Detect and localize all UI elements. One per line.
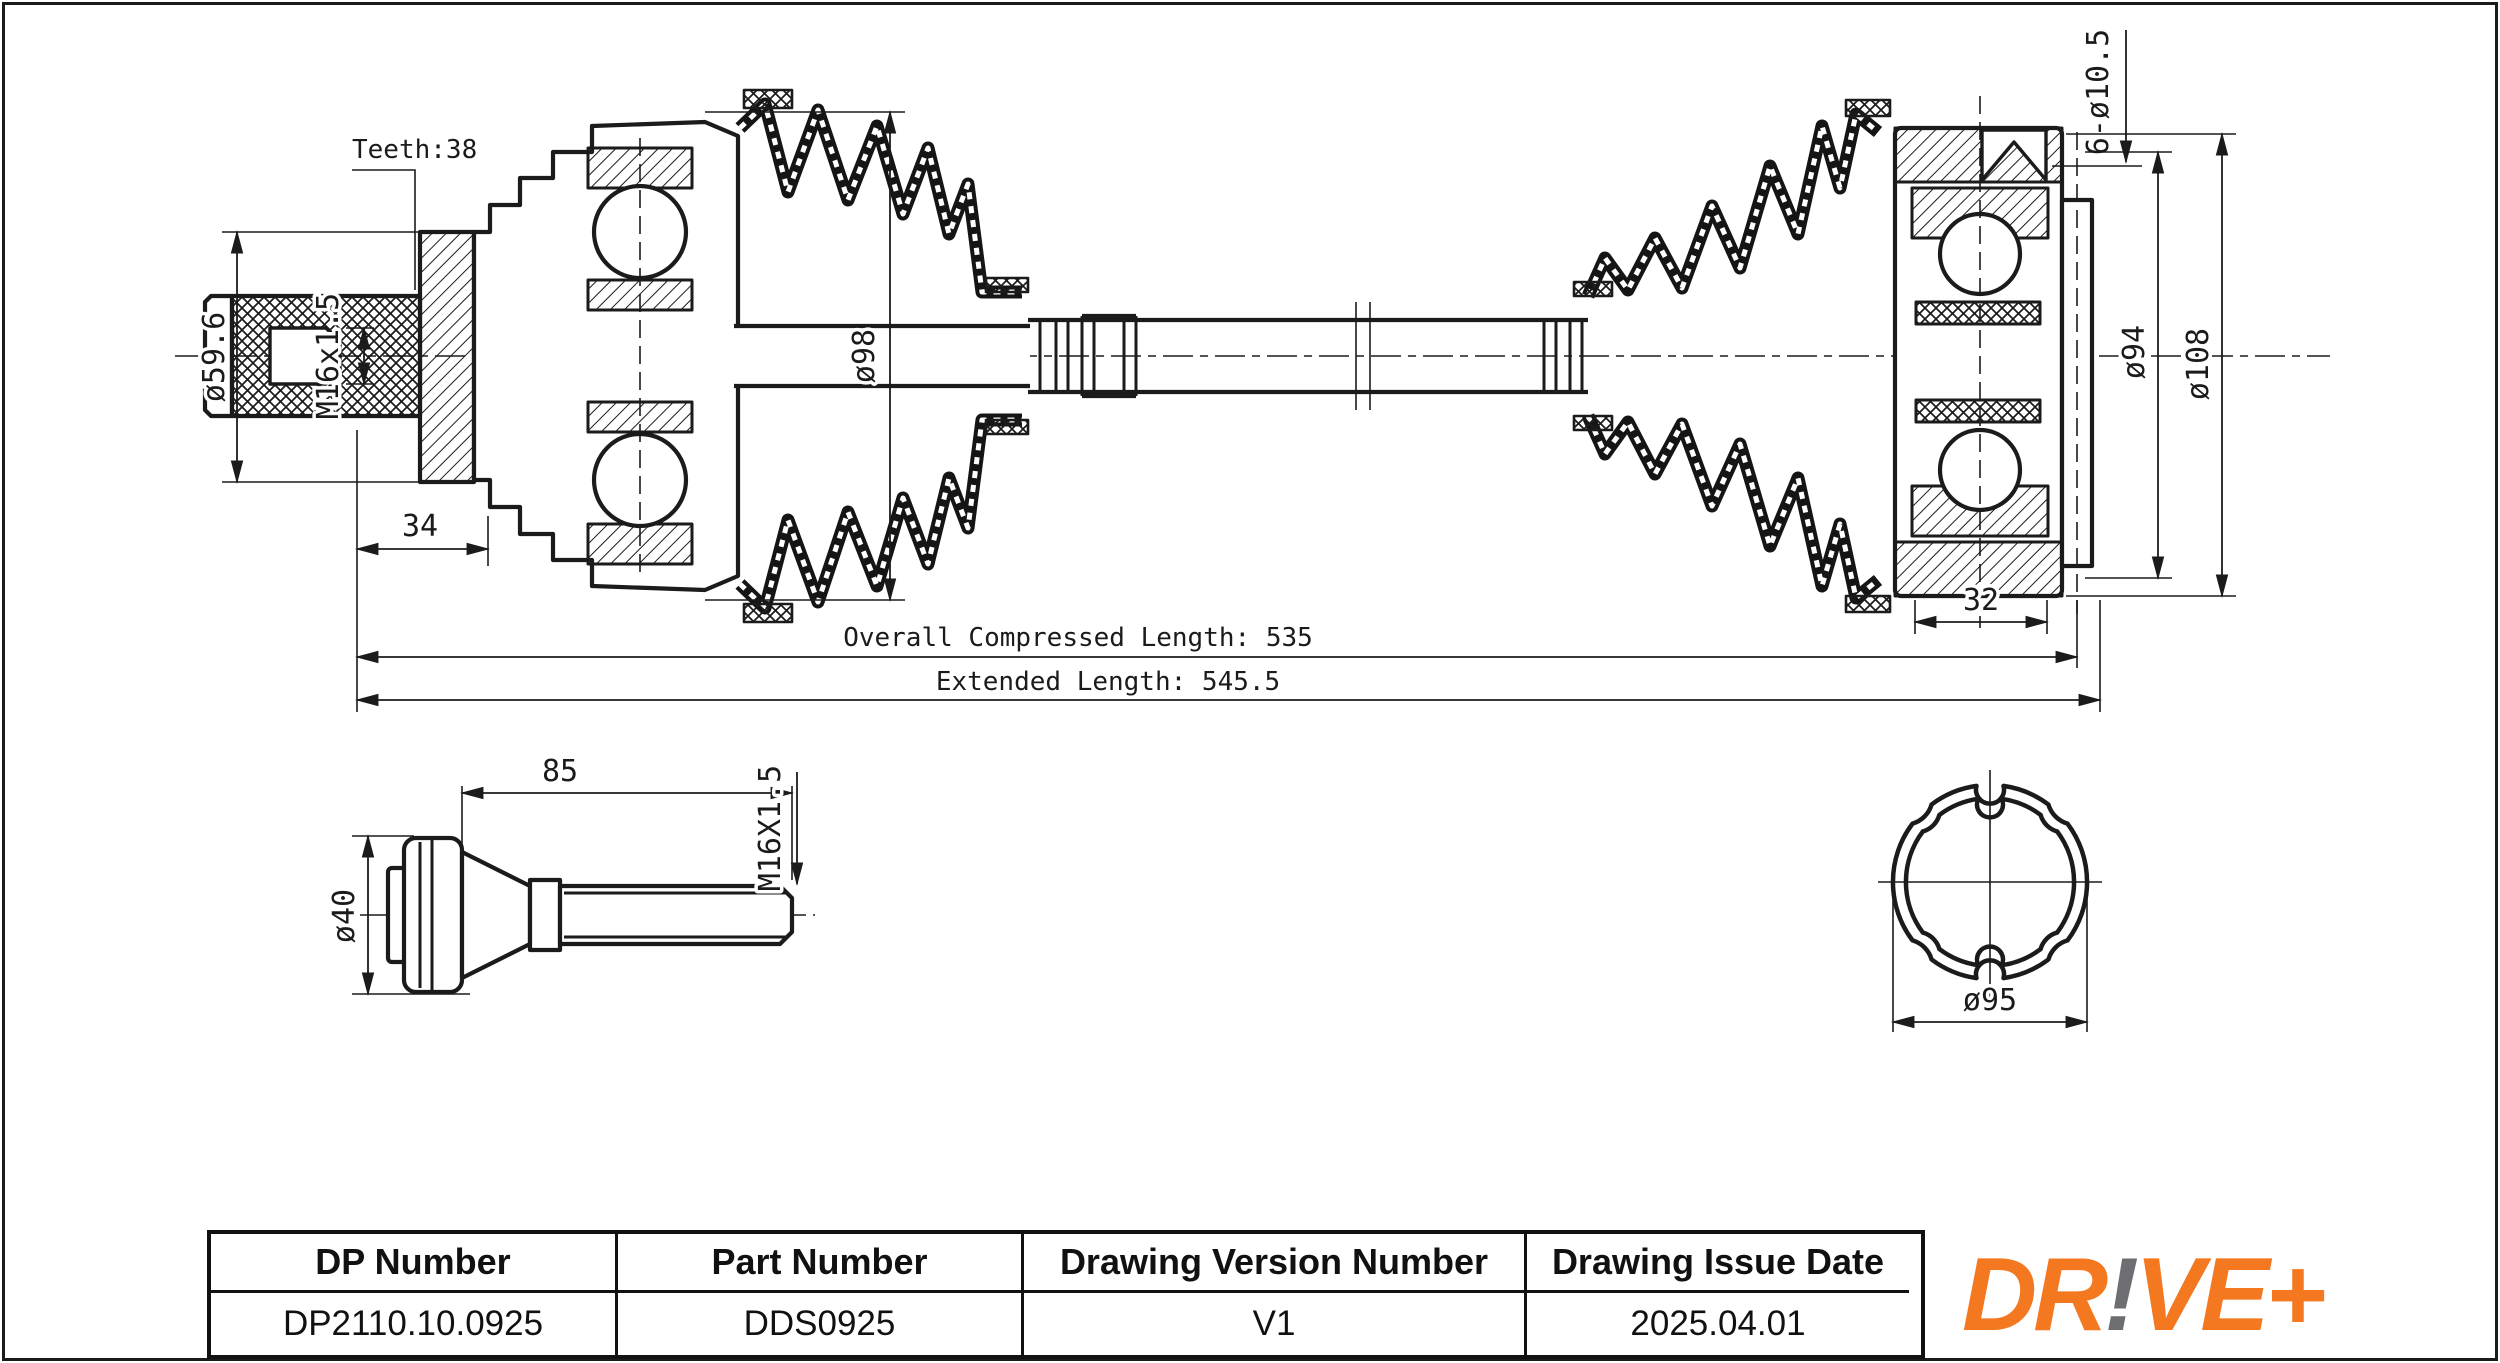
boot-bellows-bottom — [1588, 416, 1878, 598]
value-part-number: DDS0925 — [618, 1290, 1024, 1355]
boot-clamp-large-bottom — [1846, 596, 1890, 612]
boot-clamp-large-top — [744, 90, 792, 108]
dim-bolt-length: 85 — [541, 754, 579, 789]
boot-clamp-large-top — [1846, 100, 1890, 116]
dim-spline-od: ø95 — [1962, 983, 2018, 1018]
dim-compressed-length: Overall Compressed Length: 535 — [843, 623, 1313, 653]
boot-clamp-small-bottom — [1574, 416, 1612, 430]
boot-clamp-small-bottom — [986, 420, 1028, 434]
boot-clamp-large-bottom — [744, 604, 792, 622]
bolt-cone — [462, 852, 530, 978]
dim-flange-bcd: ø94 — [2117, 324, 2152, 380]
dim-stub-od: ø59.6 — [197, 311, 232, 403]
dim-housing-od: ø98 — [847, 328, 882, 384]
logo-text-prefix: DR — [1962, 1237, 2105, 1353]
dim-extended-length: Extended Length: 545.5 — [935, 667, 1281, 697]
teeth-leader — [352, 170, 415, 290]
dim-bolt-holes: 6-ø10.5 — [2081, 28, 2116, 156]
shaft-fill — [734, 326, 1030, 386]
title-block-table — [207, 1230, 1925, 1359]
stub-flange — [420, 232, 474, 482]
header-dp-number: DP Number — [211, 1234, 618, 1290]
shaft-spline-top — [1916, 302, 2040, 324]
bolt-collar — [530, 880, 560, 950]
value-dp-number: DP2110.10.0925 — [211, 1290, 618, 1355]
bolt-detail-view — [327, 754, 815, 994]
boot-bellows-top — [1588, 114, 1878, 296]
dim-flange-od: ø108 — [2181, 327, 2216, 401]
logo-exclamation: ! — [2104, 1237, 2135, 1353]
inner-cv-joint — [1895, 96, 2092, 628]
dim-bearing-width: 32 — [1962, 583, 2000, 618]
header-drawing-version: Drawing Version Number — [1024, 1234, 1527, 1290]
boot-clamp-small-top — [986, 278, 1028, 292]
joint-housing — [474, 122, 738, 590]
outer-cv-joint — [205, 122, 738, 590]
dim-bolt-head-od: ø40 — [327, 888, 362, 944]
value-drawing-version: V1 — [1024, 1290, 1527, 1355]
boot-clamp-small-top — [1574, 282, 1612, 296]
dim-stub-thread: M16x1.5 — [311, 292, 346, 420]
bolt-threaded-shank — [560, 886, 792, 944]
shaft-left-section — [734, 326, 1030, 386]
dim-bolt-thread: M16X1.5 — [753, 764, 788, 892]
header-issue-date: Drawing Issue Date — [1551, 1241, 1885, 1282]
logo-text-suffix: VE+ — [2134, 1237, 2323, 1353]
shaft-spline-bottom — [1916, 400, 2040, 422]
dim-stub-len: 34 — [401, 509, 439, 544]
drive-plus-logo — [1962, 1237, 2482, 1355]
header-part-number: Part Number — [618, 1234, 1024, 1290]
teeth-label: Teeth:38 — [352, 135, 478, 165]
spline-section-view — [1878, 770, 2102, 1032]
value-issue-date: 2025.04.01 — [1527, 1290, 1909, 1355]
